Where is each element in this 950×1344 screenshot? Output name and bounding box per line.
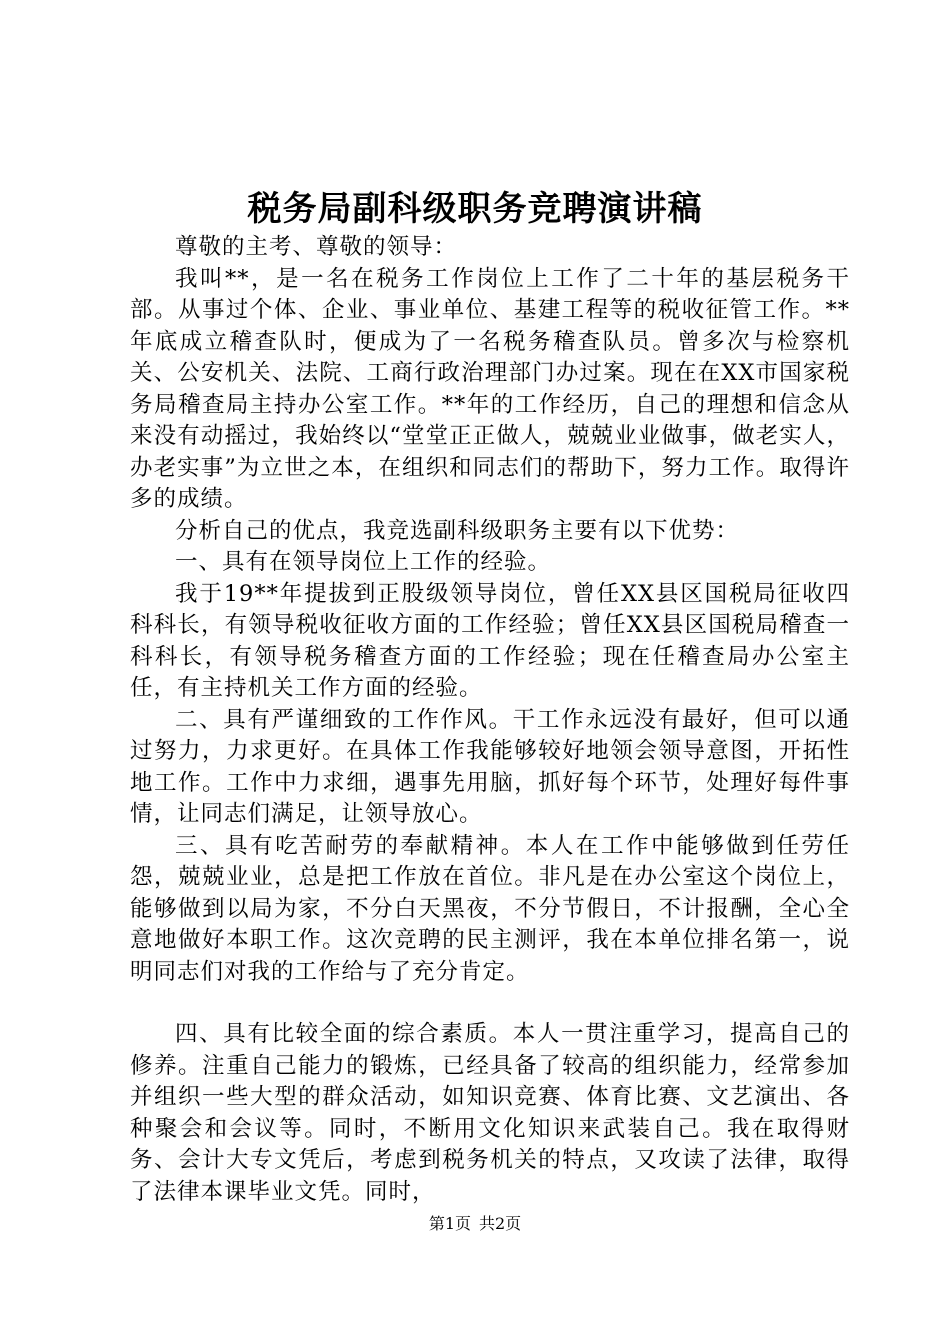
paragraph-introduction: 我叫**，是一名在税务工作岗位上工作了二十年的基层税务干部。从事过个体、企业、事业单位、基建工程等的税收征管工作。**年底成立稽查队时，便成为了一名税务稽查队员。曾多次与检察机关、公安机关、法院、工商行政治理部门办过案。现在在XX市国家税务局稽查局主持办公室工作。**年的工作经历，自己的理想和信念从来没有动摇过，我始终以“堂堂正正做人，兢兢业业做事，做老实人，办老实事”为立世之本，在组织和同志们的帮助下，努力工作。取得许多的成绩。 — [130, 265, 850, 512]
paragraph-point-3: 三、具有吃苦耐劳的奉献精神。本人在工作中能够做到任劳任怨，兢兢业业，总是把工作放在首位。非凡是在办公室这个岗位上，能够做到以局为家，不分白天黑夜，不分节假日，不计报酬，全心全意地做好本职工作。这次竞聘的民主测评，我在本单位排名第一，说明同志们对我的工作给与了充分肯定。 — [130, 832, 850, 985]
page-title: 税务局副科级职务竞聘演讲稿 — [247, 189, 703, 229]
paragraph-point-2: 二、具有严谨细致的工作作风。干工作永远没有最好，但可以通过努力，力求更好。在具体工作我能够较好地领会领导意图，开拓性地工作。工作中力求细，遇事先用脑，抓好每个环节，处理好每件事情，让同志们满足，让领导放心。 — [130, 706, 850, 827]
page-total: 共2页 — [479, 1214, 522, 1233]
paragraph-point-4: 四、具有比较全面的综合素质。本人一贯注重学习，提高自己的修养。注重自己能力的锻炼，已经具备了较高的组织能力，经常参加并组织一些大型的群众活动，如知识竞赛、体育比赛、文艺演出、各种聚会和会议等。同时，不断用文化知识来武装自己。我在取得财务、会计大专文凭后，考虑到税务机关的特点，又攻读了法律，取得了法律本课毕业文凭。同时， — [130, 1021, 850, 1205]
page-footer — [0, 1213, 950, 1235]
paragraph-experience: 我于19**年提拔到正股级领导岗位，曾任XX县区国税局征收四科科长，有领导税收征收方面的工作经验；曾任XX县区国税局稽查一科科长，有领导税务稽查方面的工作经验；现在任稽查局办公室主任，有主持机关工作方面的经验。 — [130, 580, 850, 701]
paragraph-advantages-intro: 分析自己的优点，我竞选副科级职务主要有以下优势： — [175, 517, 740, 544]
document-body — [130, 232, 850, 1208]
paragraph-salutation: 尊敬的主考、尊敬的领导： — [175, 234, 458, 260]
paragraph-heading-1: 一、具有在领导岗位上工作的经验。 — [175, 549, 552, 575]
page-number: 第1页 — [428, 1214, 471, 1233]
